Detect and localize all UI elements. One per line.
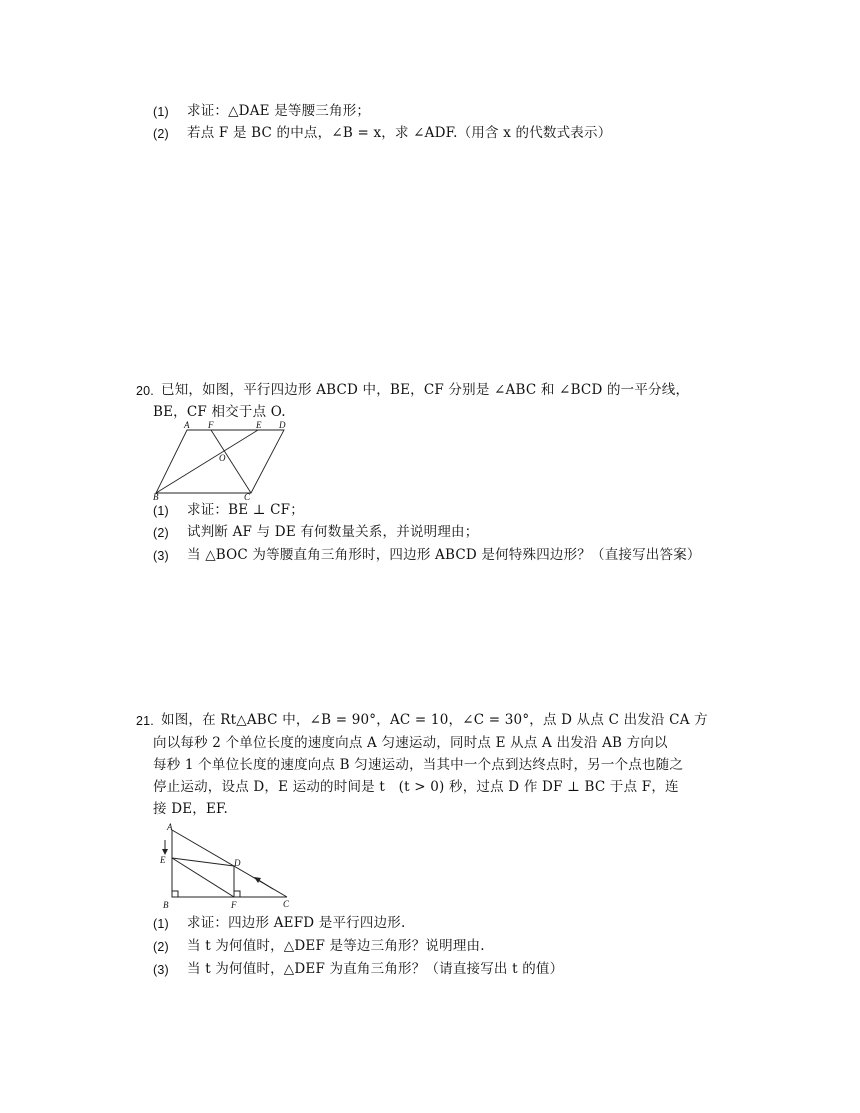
q21-number: 21.: [136, 714, 154, 728]
q19-item-1-text: 求证：△DAE 是等腰三角形；: [187, 103, 371, 119]
q21-stem-line-5: 接 DE，EF.: [153, 801, 228, 817]
q21-stem-line-4: 停止运动，设点 D，E 运动的时间是 t (t > 0) 秒，过点 D 作 DF ⊥ BC 于点 F，连: [153, 779, 679, 795]
q20-stem-line-2: BE，CF 相交于点 O.: [153, 404, 286, 420]
q20-label-e: E: [256, 420, 262, 430]
q19-item-2-number: (2): [153, 127, 169, 141]
q21-stem-line-3: 每秒 1 个单位长度的速度向点 B 匀速运动，当其中一个点到达终点时，另一个点也随之: [153, 757, 684, 773]
q21-stem-line-1: 如图，在 Rt△ABC 中，∠B = 90°，AC = 10，∠C = 30°，点 D 从点 C 出发沿 CA 方: [161, 712, 708, 728]
q20-parallelogram-figure: [150, 420, 295, 502]
q19-item-1-number: (1): [153, 105, 169, 119]
q21-label-f: F: [231, 900, 237, 910]
q20-item-3-text: 当 △BOC 为等腰直角三角形时，四边形 ABCD 是何特殊四边形？（直接写出答案）: [187, 547, 701, 563]
q21-item-2-number: (2): [153, 940, 169, 954]
q21-label-e: E: [160, 855, 166, 865]
q20-item-2-text: 试判断 AF 与 DE 有何数量关系，并说明理由；: [187, 524, 479, 540]
q21-item-1-number: (1): [153, 917, 169, 931]
q20-item-2-number: (2): [153, 526, 169, 540]
q20-label-d: D: [279, 420, 286, 430]
q21-triangle-figure: [155, 823, 300, 911]
q21-label-d: D: [234, 858, 241, 868]
q20-label-b: B: [153, 492, 159, 502]
q21-label-b: B: [163, 900, 169, 910]
q21-stem-line-2: 向以每秒 2 个单位长度的速度向点 A 匀速运动，同时点 E 从点 A 出发沿 AB 方向以: [153, 735, 668, 751]
q20-label-o: O: [219, 453, 226, 463]
q20-item-1-number: (1): [153, 504, 169, 518]
q20-item-3-number: (3): [153, 549, 169, 563]
q20-label-a: A: [184, 420, 190, 430]
q20-label-c: C: [244, 492, 251, 502]
q20-label-f: F: [208, 420, 214, 430]
q21-item-1-text: 求证：四边形 AEFD 是平行四边形.: [187, 915, 406, 931]
q21-label-c: C: [283, 899, 290, 909]
q20-stem-line-1: 已知，如图，平行四边形 ABCD 中，BE，CF 分别是 ∠ABC 和 ∠BCD 的一平分线，: [161, 382, 690, 398]
q20-item-1-text: 求证：BE ⊥ CF；: [187, 502, 304, 518]
q19-item-2-text: 若点 F 是 BC 的中点，∠B = x，求 ∠ADF.（用含 x 的代数式表示）: [187, 125, 612, 141]
q21-label-a: A: [167, 822, 173, 832]
q21-item-3-number: (3): [153, 963, 169, 977]
q21-item-3-text: 当 t 为何值时，△DEF 为直角三角形？（请直接写出 t 的值）: [187, 961, 564, 977]
q20-number: 20.: [136, 384, 154, 398]
q21-item-2-text: 当 t 为何值时，△DEF 是等边三角形？说明理由.: [187, 938, 485, 954]
